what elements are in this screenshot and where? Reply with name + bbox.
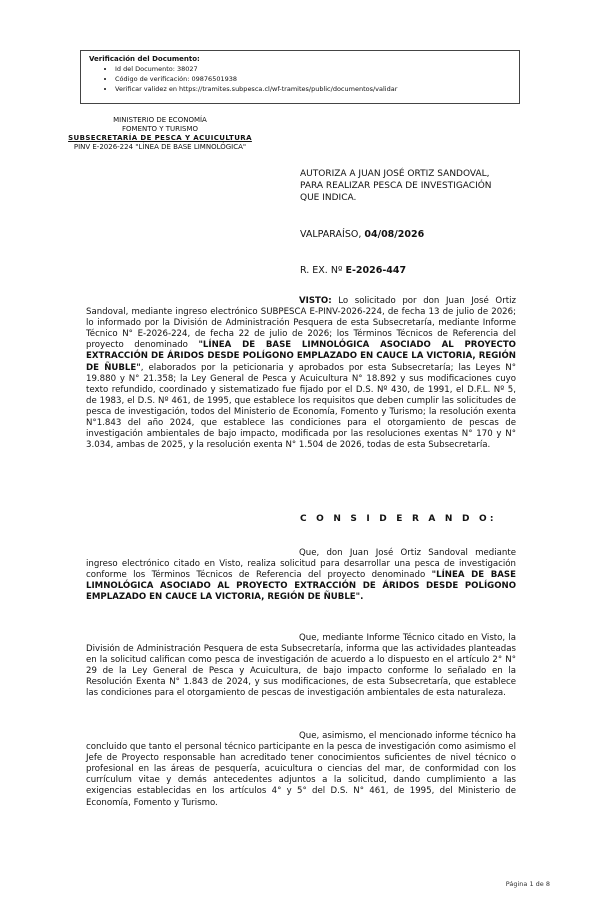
considerando-3: Que, asimismo, el mencionado informe técnico ha concluido que tanto el personal técnico participante en la pesca de investigación como asimismo el Jefe de Proyecto responsable han acreditado tener conocimientos suficientes de nivel técnico o profesional en las áreas de pesquería, acuicultura o ciencias del mar, de conformidad con los currículum vitae y demás antecedentes adjuntos a la solicitud, dando cumplimiento a las exigencias establecidas en los artículos 4° y 5° del D.S. N° 461, de 1995, del Ministerio de Economía, Fomento y Turismo. <box>86 731 516 808</box>
considerando-1-text: Que, don Juan José Ortiz Sandoval mediante ingreso electrónico citado en Visto, realiza solicitud para desarrollar una pesca de investigación conforme los Términos Técnicos de Referencia del proyecto denominado <box>86 548 516 581</box>
visto-text-b: , elaborados por la peticionaria y aprobados por esta Subsecretaría; las Leyes N° 19.880 y N° 21.358; la Ley General de Pesca y Acuicultura N° 18.892 y sus modificaciones cuyo texto refundido, coordinado y sistematizado fue fijado por el D.S. Nº 430, de 1991, el D.F.L. Nº 5, de 1983, el D.S. Nº 461, de 1995, que establece los requisitos que deben cumplir las solicitudes de pesca de investigación, todos del Ministerio de Economía, Fomento y Turismo; la resolución exenta N°1.843 del año 2024, que establece las condiciones para el otorgamiento de pescas de investigación ambientales de bajo impacto, modificada por las resoluciones exentas N° 170 y N° 3.034, ambas de 2025, y la resolución exenta N° 1.504 de 2026, todas de esta Subsecretaría. <box>86 362 516 451</box>
visto-text-a: Lo solicitado por don Juan José Ortiz Sandoval, mediante ingreso electrónico SUBPESCA E-PINV-2026-224, de fecha 13 de julio de 2026; lo informado por la División de Administración Pesquera de esta Subsecretaría, mediante Informe Técnico N° E-2026-224, de fecha 22 de julio de 2026; los Términos Técnicos de Referencia del proyecto denominado <box>86 296 516 351</box>
visto-paragraph <box>86 296 516 451</box>
summary-line1: AUTORIZA A JUAN JOSÉ ORTIZ SANDOVAL, <box>300 169 490 179</box>
verification-url[interactable]: • Verificar validez en https://tramites.subpesca.cl/wf-tramites/public/documentos/validar <box>115 84 511 94</box>
considerando-2: Que, mediante Informe Técnico citado en Visto, la División de Administración Pesquera de esta Subsecretaría, informa que las actividades planteadas en la solicitud califican como pesca de investigación de acuerdo a lo dispuesto en el artículo 2° N° 29 de la Ley General de Pesca y Acuicultura, de bajo impacto conforme lo señalado en la Resolución Exenta N° 1.843 de 2024, y sus modificaciones, de esta Subsecretaría, que establece las condiciones para el otorgamiento de pescas de investigación ambientales de esta naturaleza. <box>86 633 516 699</box>
date: 04/08/2026 <box>364 229 425 240</box>
visto-label: VISTO: <box>299 296 332 306</box>
document-reference: PINV E-2026-224 "LÍNEA DE BASE LIMNOLÓGICA" <box>73 143 247 151</box>
page-number: Página 1 de 8 <box>505 880 550 888</box>
subsecretaria-title: SUBSECRETARÍA DE PESCA Y ACUICULTURA <box>68 134 252 142</box>
considerando-1-project: "LÍNEA DE BASE LIMNOLÓGICA ASOCIADO AL PROYECTO EXTRACCIÓN DE ÁRIDOS DESDE POLÍGONO EMPLAZADO EN CAUCE LA VICTORIA, REGIÓN DE ÑUBLE". <box>86 570 516 603</box>
verification-id: • Id del Documento: 38027 <box>115 64 511 74</box>
visto-project-name: "LÍNEA DE BASE LIMNOLÓGICA ASOCIADO AL PROYECTO EXTRACCIÓN DE ÁRIDOS DESDE POLÍGONO EMPLAZADO EN CAUCE LA VICTORIA, REGIÓN DE ÑUBLE" <box>86 340 516 373</box>
resolution-number <box>300 265 406 276</box>
verification-code: • Código de verificación: 09876501938 <box>115 74 511 84</box>
place-date <box>300 229 424 240</box>
verification-box <box>80 50 520 104</box>
considerando-1 <box>86 548 516 603</box>
place: VALPARAÍSO, <box>300 229 365 240</box>
ministry-line1: MINISTERIO DE ECONOMÍA <box>113 116 207 124</box>
verification-title: Verificación del Documento: <box>89 55 200 63</box>
considerando-heading: C O N S I D E R A N D O: <box>300 514 497 524</box>
resolution-prefix: R. EX. Nº <box>300 265 346 276</box>
ministry-line2: FOMENTO Y TURISMO <box>121 125 199 133</box>
summary-line3: QUE INDICA. <box>300 193 357 203</box>
resolution-id: E-2026-447 <box>345 265 407 276</box>
ministry-header <box>50 116 270 152</box>
summary-line2: PARA REALIZAR PESCA DE INVESTIGACIÓN <box>300 181 492 191</box>
resolution-summary <box>300 168 530 204</box>
verification-list <box>89 64 511 94</box>
